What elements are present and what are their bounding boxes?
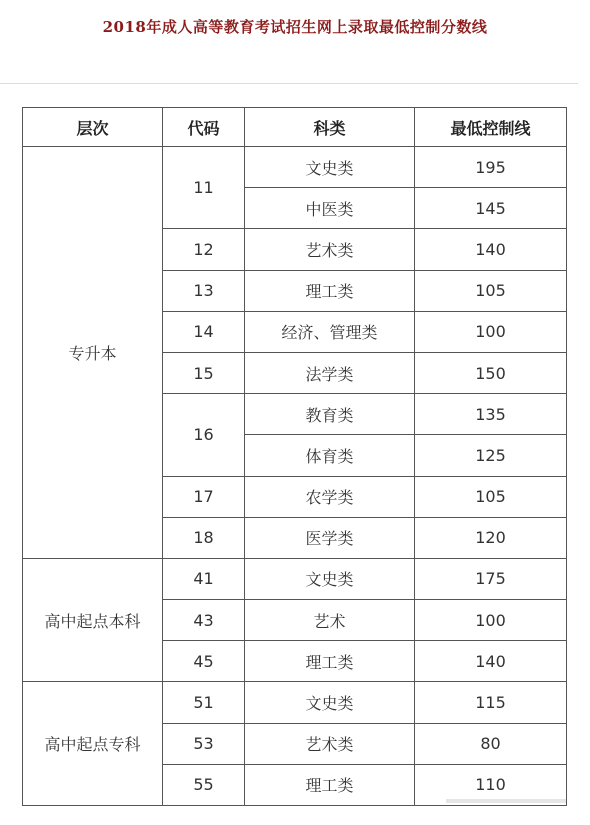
score-cell: 140	[415, 641, 567, 682]
category-cell: 文史类	[245, 558, 415, 599]
score-cell: 105	[415, 476, 567, 517]
category-cell: 教育类	[245, 394, 415, 435]
score-cell: 105	[415, 270, 567, 311]
category-cell: 理工类	[245, 641, 415, 682]
category-cell: 理工类	[245, 764, 415, 805]
header-category: 科类	[245, 108, 415, 147]
title-divider	[0, 83, 578, 84]
header-min-score: 最低控制线	[415, 108, 567, 147]
score-cell: 100	[415, 600, 567, 641]
score-cell: 150	[415, 352, 567, 393]
table-row	[23, 558, 567, 599]
score-cell: 145	[415, 188, 567, 229]
code-cell: 55	[163, 764, 245, 805]
code-cell: 17	[163, 476, 245, 517]
code-cell: 14	[163, 311, 245, 352]
score-table-body	[23, 147, 567, 806]
code-cell: 51	[163, 682, 245, 723]
table-header-row	[23, 108, 567, 147]
score-cell: 100	[415, 311, 567, 352]
code-cell: 45	[163, 641, 245, 682]
category-cell: 法学类	[245, 352, 415, 393]
category-cell: 理工类	[245, 270, 415, 311]
header-level: 层次	[23, 108, 163, 147]
score-cell: 135	[415, 394, 567, 435]
category-cell: 体育类	[245, 435, 415, 476]
watermark	[446, 796, 566, 809]
score-cell: 110	[415, 764, 567, 805]
code-cell: 12	[163, 229, 245, 270]
table-row	[23, 147, 567, 188]
code-cell: 16	[163, 394, 245, 476]
header-code: 代码	[163, 108, 245, 147]
code-cell: 15	[163, 352, 245, 393]
code-cell: 53	[163, 723, 245, 764]
category-cell: 文史类	[245, 147, 415, 188]
code-cell: 41	[163, 558, 245, 599]
code-cell: 13	[163, 270, 245, 311]
category-cell: 文史类	[245, 682, 415, 723]
category-cell: 艺术类	[245, 229, 415, 270]
category-cell: 艺术类	[245, 723, 415, 764]
score-cell: 175	[415, 558, 567, 599]
score-cell: 125	[415, 435, 567, 476]
category-cell: 艺术	[245, 600, 415, 641]
code-cell: 11	[163, 147, 245, 229]
score-cell: 195	[415, 147, 567, 188]
page-title: 2018年成人高等教育考试招生网上录取最低控制分数线	[102, 18, 488, 36]
score-cell: 140	[415, 229, 567, 270]
category-cell: 医学类	[245, 517, 415, 558]
level-cell: 高中起点本科	[23, 558, 163, 682]
category-cell: 农学类	[245, 476, 415, 517]
level-cell: 高中起点专科	[23, 682, 163, 806]
code-cell: 18	[163, 517, 245, 558]
category-cell: 经济、管理类	[245, 311, 415, 352]
category-cell: 中医类	[245, 188, 415, 229]
watermark-mark	[446, 796, 566, 806]
level-cell: 专升本	[23, 147, 163, 559]
code-cell: 43	[163, 600, 245, 641]
table-row	[23, 682, 567, 723]
score-cell: 120	[415, 517, 567, 558]
score-cell: 115	[415, 682, 567, 723]
score-cell: 80	[415, 723, 567, 764]
score-table	[22, 107, 567, 806]
